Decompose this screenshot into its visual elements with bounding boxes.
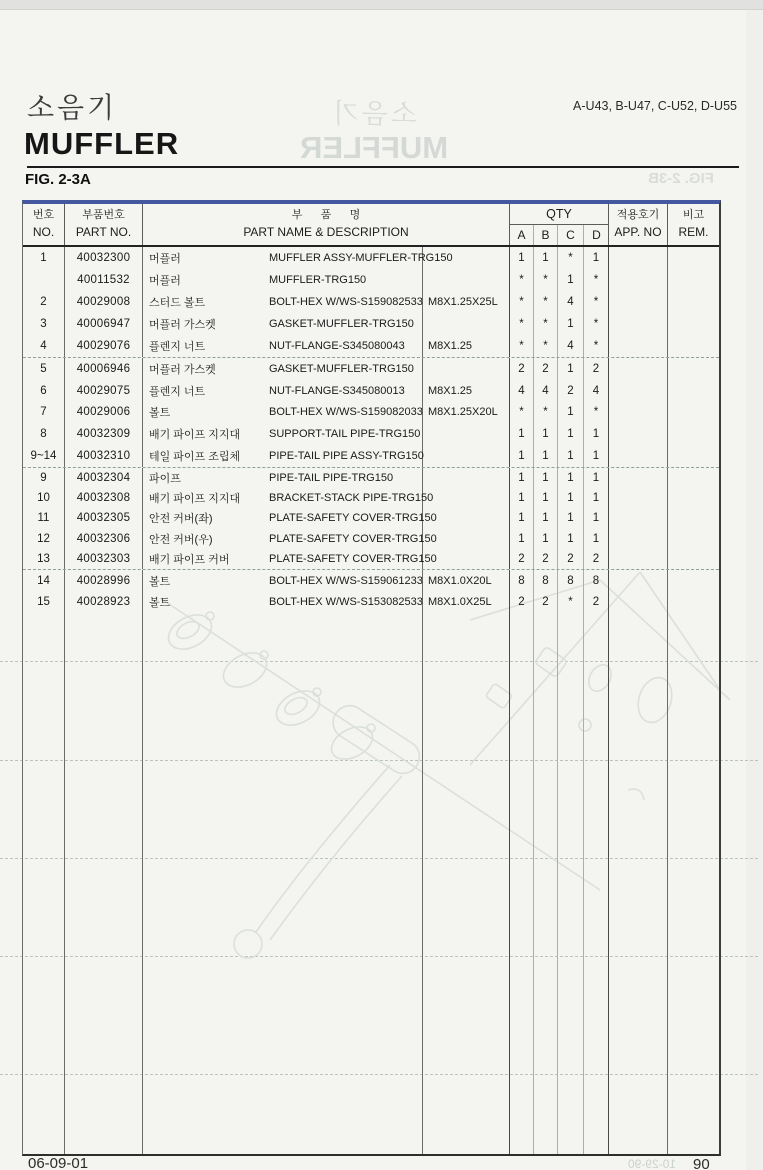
cell-spec (423, 423, 510, 445)
cell-qty-b: 1 (534, 247, 558, 269)
cell-name-en: PLATE-SAFETY COVER-TRG150 (269, 532, 437, 545)
cell-qty-a: 1 (510, 488, 534, 508)
ghost-title-kr: 소음기 (330, 99, 418, 129)
cell-qty-a: 2 (510, 549, 534, 569)
header-qty-b: B (534, 225, 558, 245)
cell-name-kr: 스터드 볼트 (149, 297, 206, 309)
cell-app-no (609, 468, 668, 488)
cell-qty-c: 1 (558, 402, 584, 424)
cell-name-en: PIPE-TAIL PIPE-TRG150 (269, 472, 394, 485)
header-rem-kr: 비고 (682, 208, 705, 221)
cell-name-kr: 배기 파이프 커버 (149, 553, 230, 566)
table-row (23, 358, 719, 380)
cell-part-no: 40032305 (65, 508, 143, 528)
row-group-4 (23, 569, 719, 613)
cell-qty-b: * (534, 313, 558, 335)
cell-name (143, 291, 423, 313)
title-divider-rule (27, 166, 739, 168)
cell-qty-d: 4 (584, 380, 609, 402)
cell-name-en: BOLT-HEX W/WS-S159082533 (269, 296, 423, 308)
cell-app-no (609, 335, 668, 357)
cell-spec (423, 488, 510, 508)
parts-table (22, 200, 721, 1156)
cell-qty-d: 1 (584, 529, 609, 549)
table-row (23, 423, 719, 445)
cell-qty-d: * (584, 402, 609, 424)
cell-qty-c: 8 (558, 570, 584, 592)
cell-remark (668, 445, 719, 467)
header-rem-en: REM. (678, 224, 709, 239)
row-group-1 (23, 247, 719, 357)
cell-qty-c: 1 (558, 529, 584, 549)
cell-qty-a: 8 (510, 570, 534, 592)
cell-qty-b: 2 (534, 358, 558, 380)
cell-part-no: 40028996 (65, 570, 143, 592)
cell-part-no: 40032309 (65, 423, 143, 445)
cell-qty-d: * (584, 269, 609, 291)
cell-name (143, 402, 423, 424)
cell-name-en: PLATE-SAFETY COVER-TRG150 (269, 552, 437, 565)
cell-app-no (609, 402, 668, 424)
table-row (23, 488, 719, 508)
cell-qty-d: 1 (584, 488, 609, 508)
header-app-en: APP. NO (614, 224, 662, 239)
cell-app-no (609, 570, 668, 592)
cell-remark (668, 591, 719, 613)
cell-qty-c: 1 (558, 358, 584, 380)
cell-name-en: PLATE-SAFETY COVER-TRG150 (269, 512, 437, 525)
cell-part-no: 40032310 (65, 445, 143, 467)
cell-spec (423, 269, 510, 291)
cell-name-en: MUFFLER ASSY-MUFFLER-TRG150 (269, 252, 453, 264)
cell-name-kr: 파이프 (149, 473, 181, 486)
cell-name-en: GASKET-MUFFLER-TRG150 (269, 362, 414, 375)
cell-spec (423, 313, 510, 335)
header-name-en: PART NAME & DESCRIPTION (243, 224, 409, 239)
cell-qty-c: 1 (558, 468, 584, 488)
ghost-footer-date: 10-29-90 (628, 1157, 677, 1170)
cell-qty-b: 1 (534, 423, 558, 445)
cell-no: 3 (23, 313, 65, 335)
cell-spec: M8X1.0X25L (423, 591, 510, 613)
cell-part-no: 40006946 (65, 358, 143, 380)
header-part-name (143, 204, 510, 245)
cell-qty-c: 1 (558, 488, 584, 508)
cell-app-no (609, 247, 668, 269)
cell-remark (668, 313, 719, 335)
cell-remark (668, 488, 719, 508)
cell-qty-c: 4 (558, 291, 584, 313)
table-empty-area (23, 613, 719, 1154)
cell-app-no (609, 313, 668, 335)
cell-spec: M8X1.25 (423, 335, 510, 357)
cell-no (23, 269, 65, 291)
cell-name-kr: 플렌지 너트 (149, 385, 206, 398)
cell-name-kr: 볼트 (149, 407, 171, 420)
cell-name-kr: 볼트 (149, 575, 171, 588)
cell-name-en: BRACKET-STACK PIPE-TRG150 (269, 492, 434, 505)
cell-no: 15 (23, 591, 65, 613)
cell-no: 13 (23, 549, 65, 569)
cell-qty-a: * (510, 269, 534, 291)
cell-name-kr: 볼트 (149, 597, 171, 610)
cell-qty-b: 8 (534, 570, 558, 592)
cell-remark (668, 247, 719, 269)
cell-name (143, 358, 423, 380)
cell-app-no (609, 591, 668, 613)
cell-remark (668, 549, 719, 569)
cell-spec (423, 358, 510, 380)
table-row (23, 313, 719, 335)
cell-name-kr: 머플러 (149, 275, 181, 287)
cell-part-no: 40032303 (65, 549, 143, 569)
cell-app-no (609, 529, 668, 549)
cell-qty-b: * (534, 402, 558, 424)
cell-qty-a: 1 (510, 468, 534, 488)
cell-name-kr: 배기 파이프 지지대 (149, 429, 241, 442)
cell-qty-b: 2 (534, 591, 558, 613)
cell-app-no (609, 508, 668, 528)
cell-no: 9~14 (23, 445, 65, 467)
cell-name (143, 269, 423, 291)
cell-spec (423, 445, 510, 467)
cell-qty-d: 1 (584, 468, 609, 488)
cell-name (143, 423, 423, 445)
cell-name-kr: 테일 파이프 조립체 (149, 451, 241, 464)
cell-remark (668, 529, 719, 549)
header-qty-d: D (592, 228, 601, 242)
cell-app-no (609, 423, 668, 445)
cell-name (143, 335, 423, 357)
table-row (23, 269, 719, 291)
header-name-kr: 부 품 명 (291, 208, 361, 221)
cell-app-no (609, 269, 668, 291)
cell-qty-b: 1 (534, 488, 558, 508)
cell-qty-a: * (510, 402, 534, 424)
cell-qty-b: 1 (534, 529, 558, 549)
cell-qty-a: 1 (510, 445, 534, 467)
cell-name-en: PIPE-TAIL PIPE ASSY-TRG150 (269, 450, 424, 463)
cell-name-en: BOLT-HEX W/WS-S153082533 (269, 596, 423, 609)
header-app-kr: 적용호기 (616, 208, 660, 221)
cell-name (143, 380, 423, 402)
cell-part-no: 40032300 (65, 247, 143, 269)
cell-no: 1 (23, 247, 65, 269)
table-row (23, 291, 719, 313)
cell-name-en: NUT-FLANGE-S345080043 (269, 340, 405, 352)
cell-name (143, 529, 437, 549)
model-codes: A-U43, B-U47, C-U52, D-U55 (573, 99, 737, 113)
cell-qty-c: 1 (558, 423, 584, 445)
cell-part-no: 40029075 (65, 380, 143, 402)
cell-part-no: 40029008 (65, 291, 143, 313)
header-no-kr: 번호 (32, 208, 55, 221)
cell-qty-d: * (584, 335, 609, 357)
cell-name-kr: 머플러 가스켓 (149, 319, 216, 331)
cell-app-no (609, 291, 668, 313)
cell-remark (668, 291, 719, 313)
cell-qty-b: 1 (534, 445, 558, 467)
cell-spec: M8X1.25 (423, 380, 510, 402)
cell-name (143, 488, 434, 508)
scan-edge-right (746, 10, 763, 1170)
header-remark (668, 204, 719, 245)
cell-no: 10 (23, 488, 65, 508)
cell-part-no: 40006947 (65, 313, 143, 335)
cell-qty-c: 2 (558, 549, 584, 569)
cell-qty-b: 1 (534, 508, 558, 528)
ghost-figure-label: FIG. 2-3B (648, 170, 714, 187)
cell-remark (668, 402, 719, 424)
header-qty-a: A (510, 225, 534, 245)
cell-name (143, 549, 437, 569)
cell-part-no: 40032304 (65, 468, 143, 488)
cell-part-no: 40029006 (65, 402, 143, 424)
cell-qty-b: * (534, 269, 558, 291)
page-title-english: MUFFLER (24, 126, 180, 161)
cell-qty-a: 4 (510, 380, 534, 402)
cell-qty-d: 8 (584, 570, 609, 592)
cell-name-kr: 안전 커버(우) (149, 533, 213, 546)
footer-page-number: 90 (693, 1156, 710, 1170)
ghost-title-en: MUFFLER (300, 130, 449, 165)
cell-qty-c: 4 (558, 335, 584, 357)
cell-qty-d: * (584, 291, 609, 313)
cell-name-en: BOLT-HEX W/WS-S159082033 (269, 406, 423, 419)
cell-no: 12 (23, 529, 65, 549)
cell-part-no: 40032308 (65, 488, 143, 508)
cell-app-no (609, 549, 668, 569)
cell-qty-c: 2 (558, 380, 584, 402)
cell-remark (668, 380, 719, 402)
cell-qty-b: 2 (534, 549, 558, 569)
cell-qty-b: * (534, 335, 558, 357)
cell-qty-a: 2 (510, 591, 534, 613)
cell-app-no (609, 488, 668, 508)
cell-qty-a: 1 (510, 508, 534, 528)
header-qty-columns (510, 225, 608, 245)
cell-part-no: 40011532 (65, 269, 143, 291)
cell-spec: M8X1.25X25L (423, 291, 510, 313)
cell-no: 8 (23, 423, 65, 445)
table-header (23, 204, 719, 247)
cell-no: 6 (23, 380, 65, 402)
cell-qty-d: 2 (584, 549, 609, 569)
cell-qty-d: 2 (584, 591, 609, 613)
cell-remark (668, 508, 719, 528)
cell-qty-d: 1 (584, 247, 609, 269)
footer-date: 06-09-01 (28, 1155, 89, 1170)
row-group-2 (23, 357, 719, 467)
cell-name-kr: 머플러 (149, 253, 181, 265)
table-row (23, 468, 719, 488)
table-body (23, 247, 719, 613)
header-part-no (65, 204, 143, 245)
cell-no: 11 (23, 508, 65, 528)
cell-qty-a: 2 (510, 358, 534, 380)
table-row (23, 591, 719, 613)
cell-app-no (609, 380, 668, 402)
header-qty-label: QTY (510, 204, 608, 225)
table-row (23, 380, 719, 402)
table-row (23, 402, 719, 424)
cell-qty-d: 1 (584, 508, 609, 528)
cell-qty-a: 1 (510, 529, 534, 549)
cell-spec (423, 468, 510, 488)
cell-part-no: 40028923 (65, 591, 143, 613)
cell-name (143, 445, 423, 467)
cell-spec: M8X1.0X20L (423, 570, 510, 592)
cell-no: 4 (23, 335, 65, 357)
cell-qty-d: 1 (584, 445, 609, 467)
table-row (23, 247, 719, 269)
header-app-no (609, 204, 668, 245)
cell-qty-b: * (534, 291, 558, 313)
cell-no: 14 (23, 570, 65, 592)
cell-qty-a: 1 (510, 423, 534, 445)
table-row (23, 445, 719, 467)
cell-remark (668, 335, 719, 357)
cell-name-en: GASKET-MUFFLER-TRG150 (269, 318, 414, 330)
table-row (23, 508, 719, 528)
cell-qty-c: 1 (558, 445, 584, 467)
cell-name-en: NUT-FLANGE-S345080013 (269, 384, 405, 397)
cell-app-no (609, 358, 668, 380)
cell-qty-b: 4 (534, 380, 558, 402)
table-row (23, 529, 719, 549)
cell-qty-d: 2 (584, 358, 609, 380)
cell-remark (668, 570, 719, 592)
row-group-3 (23, 467, 719, 569)
cell-name (143, 247, 453, 269)
cell-name-kr: 안전 커버(좌) (149, 513, 213, 526)
cell-remark (668, 269, 719, 291)
cell-no: 2 (23, 291, 65, 313)
cell-qty-c: 1 (558, 269, 584, 291)
header-qty (510, 204, 609, 245)
cell-remark (668, 358, 719, 380)
cell-name-en: SUPPORT-TAIL PIPE-TRG150 (269, 428, 421, 441)
cell-qty-a: 1 (510, 247, 534, 269)
table-row (23, 549, 719, 569)
table-row (23, 335, 719, 357)
cell-part-no: 40029076 (65, 335, 143, 357)
cell-qty-d: * (584, 313, 609, 335)
cell-qty-c: 1 (558, 508, 584, 528)
cell-name (143, 508, 437, 528)
scan-edge-top (0, 0, 763, 10)
cell-qty-b: 1 (534, 468, 558, 488)
cell-qty-a: * (510, 291, 534, 313)
cell-name-kr: 플렌지 너트 (149, 341, 206, 353)
cell-remark (668, 468, 719, 488)
header-part-kr: 부품번호 (82, 208, 125, 221)
cell-qty-c: * (558, 591, 584, 613)
cell-qty-a: * (510, 313, 534, 335)
cell-part-no: 40032306 (65, 529, 143, 549)
cell-name-en: MUFFLER-TRG150 (269, 274, 367, 286)
table-row (23, 570, 719, 592)
cell-no: 5 (23, 358, 65, 380)
cell-qty-a: * (510, 335, 534, 357)
header-qty-c: C (558, 225, 584, 245)
header-no (23, 204, 65, 245)
cell-remark (668, 423, 719, 445)
cell-name-kr: 머플러 가스켓 (149, 363, 216, 376)
header-no-en: NO. (32, 224, 55, 239)
cell-spec: M8X1.25X20L (423, 402, 510, 424)
cell-qty-d: 1 (584, 423, 609, 445)
figure-label: FIG. 2-3A (25, 171, 91, 188)
cell-name-en: BOLT-HEX W/WS-S159061233 (269, 574, 423, 587)
cell-app-no (609, 445, 668, 467)
cell-name (143, 468, 423, 488)
cell-name-kr: 배기 파이프 지지대 (149, 493, 241, 506)
cell-qty-c: * (558, 247, 584, 269)
cell-name (143, 591, 423, 613)
cell-qty-c: 1 (558, 313, 584, 335)
cell-no: 9 (23, 468, 65, 488)
cell-name (143, 313, 423, 335)
cell-name (143, 570, 423, 592)
page-title-korean: 소음기 (27, 92, 118, 123)
header-part-en: PART NO. (75, 224, 132, 239)
cell-no: 7 (23, 402, 65, 424)
